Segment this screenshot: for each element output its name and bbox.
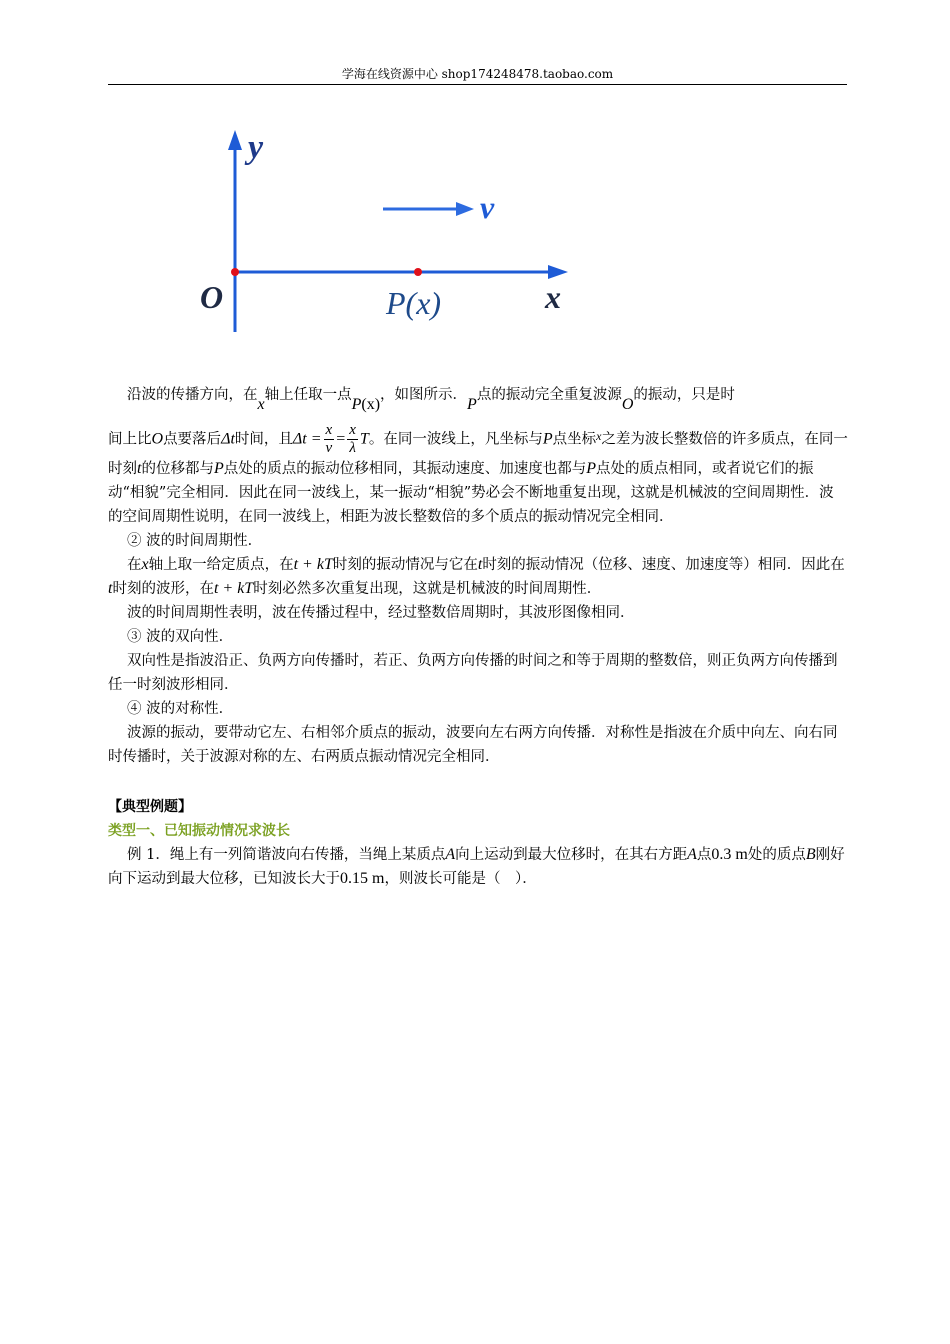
- paragraph-bidirectional: 双向性是指波沿正、负两方向传播时，若正、负两方向传播的时间之和等于周期的整数倍，则正负两方向传播到任一时刻波形相同．: [108, 653, 838, 693]
- x-axis-arrowhead: [548, 265, 568, 279]
- wave-axis-figure: [190, 120, 590, 350]
- example-type-heading: 类型一、已知振动情况求波长: [108, 823, 290, 839]
- header-text: 学海在线资源中心 shop174248478.taobao.com: [341, 67, 614, 81]
- paragraph-spatial-1: 沿波的传播方向，在x轴上任取一点P(x)，如图所示．P点的振动完全重复波源O的振动，只是时: [127, 387, 735, 413]
- page-header: [108, 64, 847, 85]
- paragraph-time-1: 在x轴上取一给定质点，在t + kT时刻的振动情况与它在t时刻的振动情况（位移、速度、加速度等）相同．因此在t时刻的波形，在t + kT时刻必然多次重复出现，这就是机械波的时间周期性．: [108, 556, 845, 597]
- document-body: [108, 372, 848, 891]
- paragraph-time-2: 波的时间周期性表明，波在传播过程中，经过整数倍周期时，其波形图像相同．: [127, 605, 635, 621]
- point-p-label: P(x): [386, 285, 442, 321]
- paragraph-symmetry: 波源的振动，要带动它左、右相邻介质点的振动，波要向左右两方向传播．对称性是指波在介质中向左、向右同时传播时，关于波源对称的左、右两质点振动情况完全相同．: [108, 725, 838, 765]
- origin-point: [231, 268, 239, 276]
- section-heading-bidirectional: ③ 波的双向性．: [127, 629, 234, 645]
- example-1-text: 例 1．绳上有一列简谐波向右传播，当绳上某质点A向上运动到最大位移时，在其右方距A点0.3 m处的质点B刚好向下运动到最大位移，已知波长大于0.15 m，则波长可能是（ ）．: [108, 846, 845, 887]
- fraction-x-over-lambda: $\frac{x}{\lambda}$: [349, 422, 356, 456]
- fraction-x-over-v: $\frac{x}{v}$: [325, 422, 333, 456]
- velocity-label: v: [480, 189, 495, 225]
- typical-examples-heading: 【典型例题】: [108, 799, 192, 815]
- origin-label: O: [200, 279, 224, 315]
- paragraph-spatial-2: 间上比O点要落后Δt时间，且Δt = $\frac{x}{v}$ = $\frac{x}{\lambda}$ T。在同一波线上，凡坐标与P点坐标$^x$之差为波长整数倍的许多质点，在同一时刻t的位移都与P点处的质点的振动位移相同，其振动速度、加速度也都与P点处的质点相同，或者说它们的振动“相貌”完全相同．因此在同一波线上，某一振动“相貌”势必会不断地重复出现，这就是机械波的空间周期性．波的空间周期性说明，在同一波线上，相距为波长整数倍的多个质点的振动情况完全相同．: [108, 422, 848, 525]
- y-axis-arrowhead: [228, 130, 242, 150]
- x-axis-label: x: [545, 279, 561, 315]
- section-heading-symmetry: ④ 波的对称性．: [127, 701, 234, 717]
- y-axis-label: y: [248, 129, 264, 166]
- point-p: [414, 268, 422, 276]
- velocity-arrowhead: [456, 202, 474, 216]
- spacer: [108, 769, 848, 795]
- section-heading-time-periodicity: ② 波的时间周期性．: [127, 533, 263, 549]
